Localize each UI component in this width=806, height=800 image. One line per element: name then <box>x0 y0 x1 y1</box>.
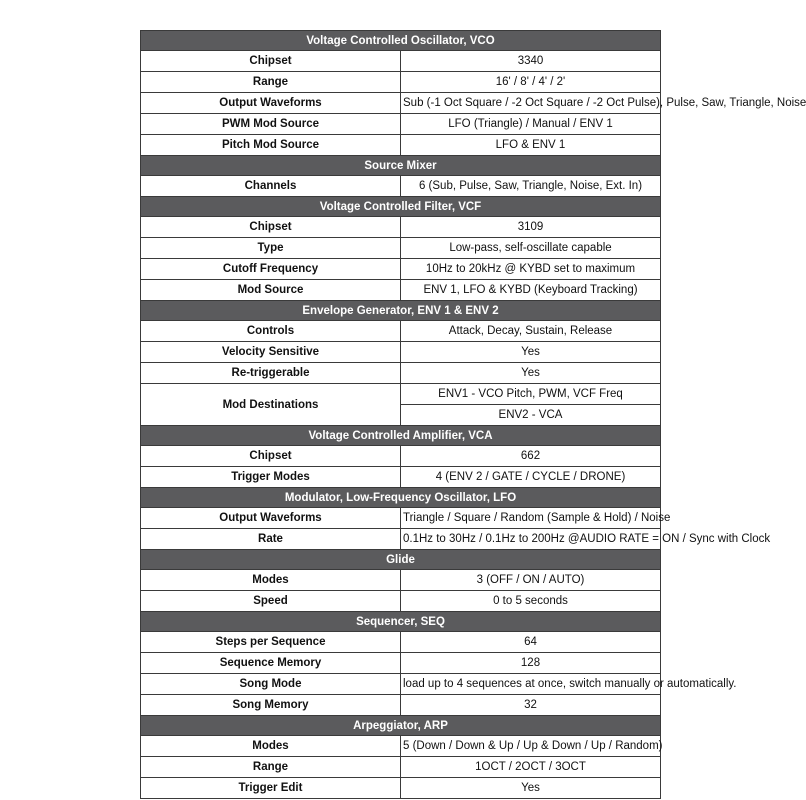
section-header <box>141 301 661 321</box>
spec-key: Speed <box>141 591 401 612</box>
spec-value: Yes <box>401 342 661 363</box>
spec-row <box>141 653 661 674</box>
spec-value: 3340 <box>401 51 661 72</box>
spec-value: Yes <box>401 363 661 384</box>
spec-value: Triangle / Square / Random (Sample & Hold) / Noise <box>401 508 661 529</box>
spec-value: ENV2 - VCA <box>401 405 661 426</box>
spec-row <box>141 93 661 114</box>
spec-value: 16' / 8' / 4' / 2' <box>401 72 661 93</box>
spec-value: 662 <box>401 446 661 467</box>
spec-value: LFO (Triangle) / Manual / ENV 1 <box>401 114 661 135</box>
section-title: Sequencer, SEQ <box>141 612 661 632</box>
spec-row <box>141 114 661 135</box>
spec-value: Yes <box>401 778 661 799</box>
spec-row <box>141 757 661 778</box>
spec-row <box>141 736 661 757</box>
spec-row <box>141 632 661 653</box>
section-title: Voltage Controlled Amplifier, VCA <box>141 426 661 446</box>
spec-row <box>141 176 661 197</box>
section-header <box>141 612 661 632</box>
spec-row <box>141 363 661 384</box>
spec-row <box>141 135 661 156</box>
section-title: Voltage Controlled Filter, VCF <box>141 197 661 217</box>
spec-row <box>141 384 661 405</box>
spec-row <box>141 570 661 591</box>
spec-key: Range <box>141 72 401 93</box>
section-title: Glide <box>141 550 661 570</box>
spec-value: 6 (Sub, Pulse, Saw, Triangle, Noise, Ext. In) <box>401 176 661 197</box>
spec-key: Chipset <box>141 217 401 238</box>
spec-key: Sequence Memory <box>141 653 401 674</box>
section-title: Arpeggiator, ARP <box>141 716 661 736</box>
spec-key: Output Waveforms <box>141 93 401 114</box>
spec-row <box>141 446 661 467</box>
spec-row <box>141 259 661 280</box>
spec-key: PWM Mod Source <box>141 114 401 135</box>
spec-row <box>141 467 661 488</box>
spec-key: Chipset <box>141 446 401 467</box>
section-title: Envelope Generator, ENV 1 & ENV 2 <box>141 301 661 321</box>
spec-row <box>141 51 661 72</box>
spec-key: Controls <box>141 321 401 342</box>
spec-row <box>141 529 661 550</box>
spec-value: LFO & ENV 1 <box>401 135 661 156</box>
spec-row <box>141 217 661 238</box>
spec-value: 5 (Down / Down & Up / Up & Down / Up / Random) <box>401 736 661 757</box>
spec-row <box>141 508 661 529</box>
spec-row <box>141 238 661 259</box>
spec-key: Trigger Modes <box>141 467 401 488</box>
section-header <box>141 426 661 446</box>
spec-value: Low-pass, self-oscillate capable <box>401 238 661 259</box>
spec-row <box>141 72 661 93</box>
section-header <box>141 31 661 51</box>
section-title: Source Mixer <box>141 156 661 176</box>
spec-key: Chipset <box>141 51 401 72</box>
spec-value: 3109 <box>401 217 661 238</box>
spec-key: Song Mode <box>141 674 401 695</box>
spec-value: 3 (OFF / ON / AUTO) <box>401 570 661 591</box>
spec-key: Output Waveforms <box>141 508 401 529</box>
spec-key: Pitch Mod Source <box>141 135 401 156</box>
spec-key: Mod Source <box>141 280 401 301</box>
section-title: Modulator, Low-Frequency Oscillator, LFO <box>141 488 661 508</box>
spec-value: 0 to 5 seconds <box>401 591 661 612</box>
spec-key: Modes <box>141 570 401 591</box>
section-header <box>141 550 661 570</box>
spec-table-body <box>141 31 806 799</box>
section-header <box>141 716 661 736</box>
spec-value: Sub (-1 Oct Square / -2 Oct Square / -2 Oct Pulse), Pulse, Saw, Triangle, Noise <box>401 93 661 114</box>
spec-value: load up to 4 sequences at once, switch manually or automatically. <box>401 674 661 695</box>
spec-row <box>141 342 661 363</box>
spec-key: Cutoff Frequency <box>141 259 401 280</box>
spec-key: Rate <box>141 529 401 550</box>
spec-value: 1OCT / 2OCT / 3OCT <box>401 757 661 778</box>
spec-row <box>141 321 661 342</box>
spec-value: 4 (ENV 2 / GATE / CYCLE / DRONE) <box>401 467 661 488</box>
spec-key: Channels <box>141 176 401 197</box>
spec-row <box>141 674 661 695</box>
spec-value: 32 <box>401 695 661 716</box>
section-header <box>141 197 661 217</box>
spec-value: 128 <box>401 653 661 674</box>
spec-value: Attack, Decay, Sustain, Release <box>401 321 661 342</box>
section-header <box>141 488 661 508</box>
spec-value: ENV 1, LFO & KYBD (Keyboard Tracking) <box>401 280 661 301</box>
spec-key: Range <box>141 757 401 778</box>
spec-key: Steps per Sequence <box>141 632 401 653</box>
spec-key: Song Memory <box>141 695 401 716</box>
spec-value: ENV1 - VCO Pitch, PWM, VCF Freq <box>401 384 661 405</box>
spec-row <box>141 695 661 716</box>
spec-row <box>141 591 661 612</box>
spec-value: 64 <box>401 632 661 653</box>
spec-key: Velocity Sensitive <box>141 342 401 363</box>
spec-row <box>141 280 661 301</box>
section-title: Voltage Controlled Oscillator, VCO <box>141 31 661 51</box>
spec-value: 0.1Hz to 30Hz / 0.1Hz to 200Hz @AUDIO RATE = ON / Sync with Clock <box>401 529 661 550</box>
spec-table <box>140 30 806 799</box>
spec-key: Mod Destinations <box>141 384 401 426</box>
spec-key: Trigger Edit <box>141 778 401 799</box>
spec-key: Type <box>141 238 401 259</box>
spec-key: Modes <box>141 736 401 757</box>
spec-value: 10Hz to 20kHz @ KYBD set to maximum <box>401 259 661 280</box>
section-header <box>141 156 661 176</box>
spec-key: Re-triggerable <box>141 363 401 384</box>
spec-row <box>141 778 661 799</box>
